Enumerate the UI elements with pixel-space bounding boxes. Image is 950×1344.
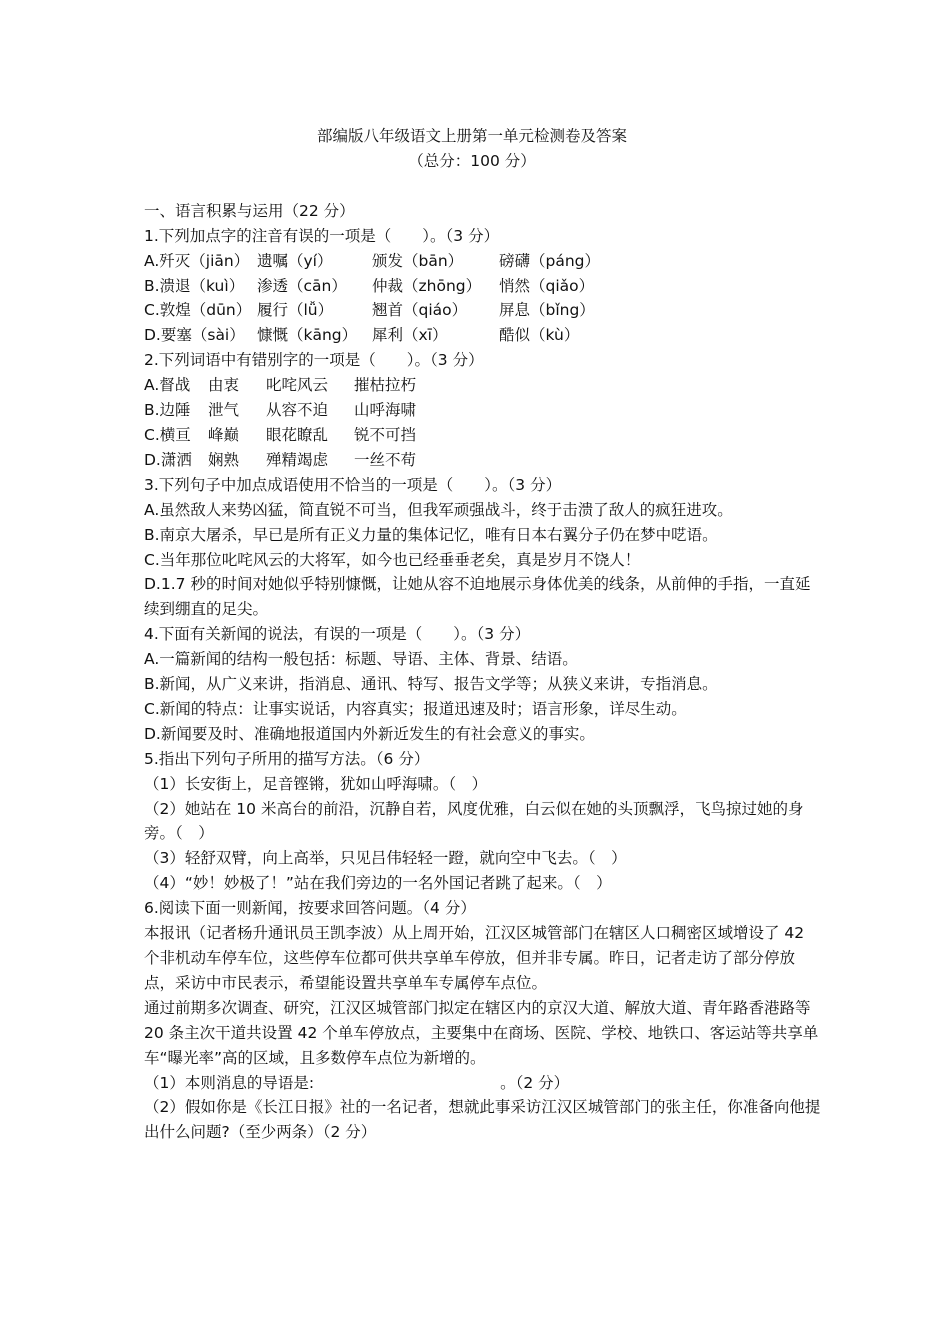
question-6-stem: 6.阅读下面一则新闻，按要求回答问题。（4 分）: [144, 899, 476, 918]
news-paragraph-1: 本报讯（记者杨升通讯员王凯李波）从上周开始，江汉区城管部门在辖区人口稠密区域增设了 42 个非机动车停车位，这些停车位都可供共享单车停放，但并非专属。昨日，记者走访了部分停放点，采访中市民表示，希望能设置共享单车专属停车点位。: [144, 924, 805, 992]
question-5-sentence-2: （2）她站在 10 米高台的前沿，沉静自若，风度优雅，白云似在她的头顶飘浮，飞鸟掠过她的身旁。（ ）: [144, 799, 804, 843]
question-3-option-c: C.当年那位叱咤风云的大将军，如今也已经垂垂老矣，真是岁月不饶人！: [144, 550, 641, 569]
document-title: 部编版八年级语文上册第一单元检测卷及答案: [316, 127, 627, 145]
question-4-option-b: B.新闻，从广义来讲，指消息、通讯、特写、报告文学等；从狭义来讲，专指消息。: [144, 675, 718, 694]
question-3-stem: 3.下列句子中加点成语使用不恰当的一项是（ ）。（3 分）: [144, 475, 562, 494]
question-1-option-d: D.要塞（sài） 慷慨（kāng） 犀利（xī） 酷似（kù）: [144, 326, 580, 345]
question-3-option-b: B.南京大屠杀，早已是所有正义力量的集体记忆，唯有日本右翼分子仍在梦中呓语。: [144, 525, 718, 544]
question-2-option-b: B.边陲 泄气 从容不迫 山呼海啸: [144, 401, 417, 420]
document-page: [144, 124, 824, 1145]
question-5-sentence-1: （1）长安街上，足音铿锵，犹如山呼海啸。（ ）: [144, 774, 488, 793]
question-1-stem: 1.下列加点字的注音有误的一项是（ ）。（3 分）: [144, 226, 500, 245]
document-subtitle: （总分：100 分）: [408, 151, 536, 170]
question-3-option-a: A.虽然敌人来势凶猛，简直锐不可当，但我军顽强战斗，终于击溃了敌人的疯狂进攻。: [144, 500, 733, 519]
question-2-option-d: D.潇洒 娴熟 殚精竭虑 一丝不苟: [144, 450, 417, 469]
question-5-sentence-4: （4）“妙！妙极了！”站在我们旁边的一名外国记者跳了起来。（ ）: [144, 874, 612, 893]
question-1-option-b: B.溃退（kuì） 渗透（cān） 仲裁（zhōng） 悄然（qiǎo）: [144, 276, 595, 295]
question-1-option-a: A.歼灭（jiān） 遗嘱（yí） 颁发（bān） 磅礴（páng）: [144, 251, 601, 270]
question-6-sub-2: （2）假如你是《长江日报》社的一名记者，想就此事采访江汉区城管部门的张主任，你准备向他提出什么问题?（至少两条）（2 分）: [144, 1098, 821, 1142]
question-3-option-d: D.1.7 秒的时间对她似乎特别慷慨，让她从容不迫地展示身体优美的线条，从前伸的手指，一直延续到绷直的足尖。: [144, 575, 811, 619]
question-2-stem: 2.下列词语中有错别字的一项是（ ）。（3 分）: [144, 351, 484, 370]
section-heading: 一、语言积累与运用（22 分）: [144, 201, 355, 220]
question-1-option-c: C.敦煌（dūn） 履行（lǚ） 翘首（qiáo） 屏息（bǐng）: [144, 301, 595, 320]
news-paragraph-2: 通过前期多次调查、研究，江汉区城管部门拟定在辖区内的京汉大道、解放大道、青年路香港路等 20 条主次干道共设置 42 个单车停放点，主要集中在商场、医院、学校、地铁口、客运站等共享单车“曝光率”高的区域，且多数停车点位为新增的。: [144, 998, 819, 1067]
question-4-option-d: D.新闻要及时、准确地报道国内外新近发生的有社会意义的事实。: [144, 724, 595, 743]
question-4-option-c: C.新闻的特点：让事实说话，内容真实；报道迅速及时；语言形象，详尽生动。: [144, 699, 687, 718]
question-2-option-c: C.横亘 峰巅 眼花瞭乱 锐不可挡: [144, 425, 417, 444]
question-4-option-a: A.一篇新闻的结构一般包括：标题、导语、主体、背景、结语。: [144, 650, 578, 669]
question-5-sentence-3: （3）轻舒双臂，向上高举，只见吕伟轻轻一蹬，就向空中飞去。（ ）: [144, 849, 627, 868]
question-2-option-a: A.督战 由衷 叱咤风云 摧枯拉朽: [144, 376, 417, 395]
question-6-sub-1: （1）本则消息的导语是: 。（2 分）: [144, 1073, 570, 1092]
question-4-stem: 4.下面有关新闻的说法，有误的一项是（ ）。（3 分）: [144, 625, 531, 644]
question-5-stem: 5.指出下列句子所用的描写方法。（6 分）: [144, 749, 430, 768]
